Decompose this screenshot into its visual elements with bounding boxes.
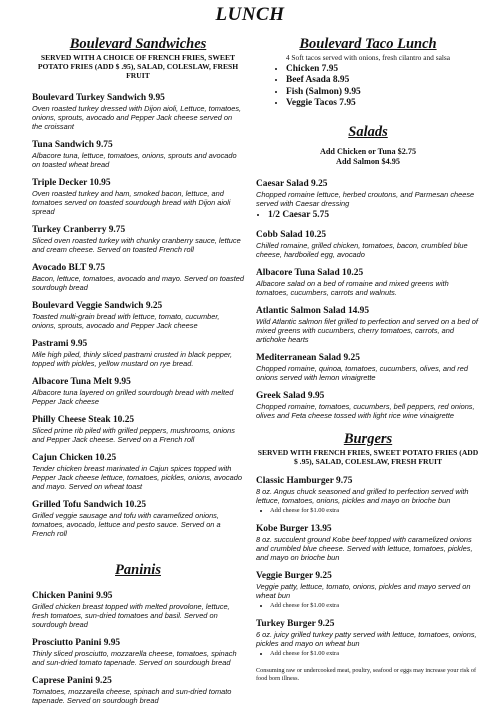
item-description: 8 oz. Angus chuck seasoned and grilled to perfection served with lettuce, tomatoes, onions, pickles and mayo on brioche bun	[256, 487, 469, 506]
item-name: Triple Decker 10.95	[32, 177, 111, 188]
item-name: Philly Cheese Steak 10.25	[32, 414, 135, 425]
menu-item	[32, 500, 244, 538]
menu-item	[32, 225, 244, 254]
item-description: Oven roasted turkey dressed with Dijon aioli, Lettuce, tomatoes, onions, sprouts, avocado and Pepper Jack cheese served on the croissant	[32, 103, 242, 131]
item-name: Boulevard Turkey Sandwich 9.95	[32, 92, 165, 103]
option-list	[256, 650, 480, 658]
item-description: Toasted multi-grain bread with lettuce, tomato, cucumber, onions, sprouts, avocado and Pepper Jack cheese	[32, 311, 220, 330]
item-name: Kobe Burger 13.95	[256, 524, 332, 535]
item-name: Caesar Salad 9.25	[256, 178, 328, 189]
item-description: 6 oz. juicy grilled turkey patty served with lettuce, tomatoes, onions, pickles and mayo on wheat bun	[256, 630, 477, 649]
item-name: Avocado BLT 9.75	[32, 262, 106, 273]
item-name: Atlantic Salmon Salad 14.95	[256, 306, 370, 317]
tacos-list	[256, 64, 480, 110]
option-list	[256, 210, 480, 221]
list-item: • Fish (Salmon) 9.95	[286, 87, 480, 98]
item-name: Grilled Tofu Sandwich 10.25	[32, 499, 147, 510]
menu-item	[32, 676, 244, 705]
menu-item	[32, 93, 244, 131]
item-name: Turkey Cranberry 9.75	[32, 224, 126, 235]
item-name: Albacore Tuna Salad 10.25	[256, 268, 364, 279]
list-item: • Add cheese for $1.00 extra	[270, 507, 480, 515]
item-description: Oven roasted turkey and ham, smoked bacon, lettuce, and tomatoes served on toasted sourdough bread with Dijon aioli spread	[32, 188, 231, 216]
item-description: Chilled romaine, grilled chicken, tomatoes, bacon, crumbled blue cheese, hardboiled egg, avocado	[256, 241, 468, 260]
item-description: Albacore tuna layered on grilled sourdough bread with melted Pepper Jack cheese	[32, 387, 234, 406]
item-name: Mediterranean Salad 9.25	[256, 353, 360, 364]
item-description: Albacore salad on a bed of romaine and mixed greens with tomatoes, cucumbers, carrots and walnuts.	[256, 279, 449, 298]
salad-addon: Add Salmon $4.95	[336, 156, 400, 166]
item-description: Wild Atlantic salmon filet grilled to perfection and served on a bed of mixed greens with cucumbers, cherry tomatoes, carrots, and artichoke hearts	[256, 317, 478, 345]
list-item: • Add cheese for $1.00 extra	[270, 602, 480, 610]
item-description: Thinly sliced prosciutto, mozzarella cheese, tomatoes, spinach and sun-dried tomato tapenade. Served on sourdough bread	[32, 648, 237, 667]
menu-item	[256, 476, 480, 515]
item-description: Chopped romaine, quinoa, tomatoes, cucumbers, olives, and red onions served with lemon vinaigrette	[256, 364, 468, 383]
left-column	[32, 36, 244, 705]
burgers-subtitle: SERVED WITH FRENCH FRIES, SWEET POTATO FRIES (ADD $ .95), SALAD, COLESLAW, FRESH FRUIT	[257, 448, 479, 467]
page-title: LUNCH	[215, 4, 285, 25]
item-name: Prosciutto Panini 9.95	[32, 637, 121, 648]
item-name: Cobb Salad 10.25	[256, 230, 327, 241]
menu-item	[32, 178, 244, 216]
food-safety-note: Consuming raw or undercooked meat, poultry, seafood or eggs may increase your risk of food born illness.	[256, 667, 477, 682]
menu-item	[256, 391, 480, 420]
menu-item	[32, 339, 244, 368]
item-description: Albacore tuna, lettuce, tomatoes, onions, sprouts and avocado on toasted wheat bread	[32, 150, 237, 169]
list-item: • Beef Asada 8.95	[286, 75, 480, 86]
item-description: Mile high piled, thinly sliced pastrami crusted in black pepper, topped with pickles, yellow mustard on rye bread.	[32, 349, 233, 368]
menu-item	[256, 619, 480, 658]
item-description: Tomatoes, mozzarella cheese, spinach and sun-dried tomato tapenade. Served on sourdough bread	[32, 686, 232, 705]
item-name: Pastrami 9.95	[32, 338, 88, 349]
sandwiches-subtitle: SERVED WITH A CHOICE OF FRENCH FRIES, SWEET POTATO FRIES (ADD $ .95), SALAD, COLESLAW, FRESH FRUIT	[37, 53, 239, 81]
item-name: Veggie Burger 9.25	[256, 571, 332, 582]
item-name: Chicken Panini 9.95	[32, 590, 113, 601]
menu-item	[32, 453, 244, 491]
tacos-subtitle: 4 Soft tacos served with onions, fresh cilantro and salsa	[285, 53, 451, 62]
burgers-title: Burgers	[343, 431, 393, 448]
menu-item	[256, 268, 480, 297]
item-name: Greek Salad 9.95	[256, 391, 325, 402]
item-name: Classic Hamburger 9.75	[256, 476, 353, 487]
option-list	[256, 602, 480, 610]
menu-item	[32, 140, 244, 169]
list-item: • Chicken 7.95	[286, 64, 480, 75]
item-description: Chopped romaine lettuce, herbed croutons, and Parmesan cheese served with Caesar dressing	[256, 189, 475, 208]
item-name: Turkey Burger 9.25	[256, 619, 335, 630]
menu-item	[32, 591, 244, 629]
salads-title: Salads	[348, 123, 388, 140]
salad-addon: Add Chicken or Tuna $2.75	[319, 146, 417, 156]
paninis-title: Paninis	[115, 561, 161, 578]
item-name: Cajun Chicken 10.25	[32, 452, 117, 463]
menu-item	[256, 524, 480, 562]
list-item: • Add cheese for $1.00 extra	[270, 650, 480, 658]
item-description: Sliced oven roasted turkey with chunky cranberry sauce, lettuce and cream cheese. Served on toasted French roll	[32, 235, 241, 254]
menu-item	[256, 353, 480, 382]
menu-item	[256, 179, 480, 221]
item-description: Bacon, lettuce, tomatoes, avocado and mayo. Served on toasted sourdough bread	[32, 273, 244, 292]
item-name: Tuna Sandwich 9.75	[32, 139, 113, 150]
menu-item	[32, 301, 244, 330]
tacos-title: Boulevard Taco Lunch	[299, 36, 437, 52]
menu-item	[256, 230, 480, 259]
item-description: Veggie patty, lettuce, tomato, onions, pickles and mayo served on wheat bun	[256, 582, 471, 601]
right-column	[256, 36, 480, 682]
menu-item	[32, 377, 244, 406]
item-description: 8 oz. succulent ground Kobe beef topped with caramelized onions and crumbled blue cheese. Served with lettuce, tomatoes, pickles, and mayo on brioche bun	[256, 535, 473, 563]
menu-item	[32, 263, 244, 292]
item-name: Albacore Tuna Melt 9.95	[32, 376, 131, 387]
item-name: Boulevard Veggie Sandwich 9.25	[32, 300, 163, 311]
menu-item	[32, 415, 244, 444]
item-description: Grilled veggie sausage and tofu with caramelized onions, tomatoes, avocado, lettuce and pesto sauce. Served on a French roll	[32, 510, 221, 538]
item-description: Grilled chicken breast topped with melted provolone, lettuce, fresh tomatoes, sun-dried tomatoes and basil. Served on sourdough bread	[32, 601, 230, 629]
menu-item	[256, 306, 480, 344]
list-item: • Veggie Tacos 7.95	[286, 98, 480, 109]
menu-item	[32, 638, 244, 667]
item-name: Caprese Panini 9.25	[32, 675, 112, 686]
menu-item	[256, 571, 480, 610]
item-description: Sliced prime rib piled with grilled peppers, mushrooms, onions and Pepper Jack cheese. Served on a French roll	[32, 425, 235, 444]
item-description: Chopped romaine, tomatoes, cucumbers, bell peppers, red onions, olives and Feta cheese tossed with light rice wine vinaigrette	[256, 402, 475, 421]
item-description: Tender chicken breast marinated in Cajun spices topped with Pepper Jack cheese lettuce, tomatoes, pickles, onions, avocado and mayo. Served on wheat toast	[32, 463, 242, 491]
option-list	[256, 507, 480, 515]
sandwiches-title: Boulevard Sandwiches	[69, 36, 207, 52]
list-item: • 1/2 Caesar 5.75	[268, 210, 480, 221]
